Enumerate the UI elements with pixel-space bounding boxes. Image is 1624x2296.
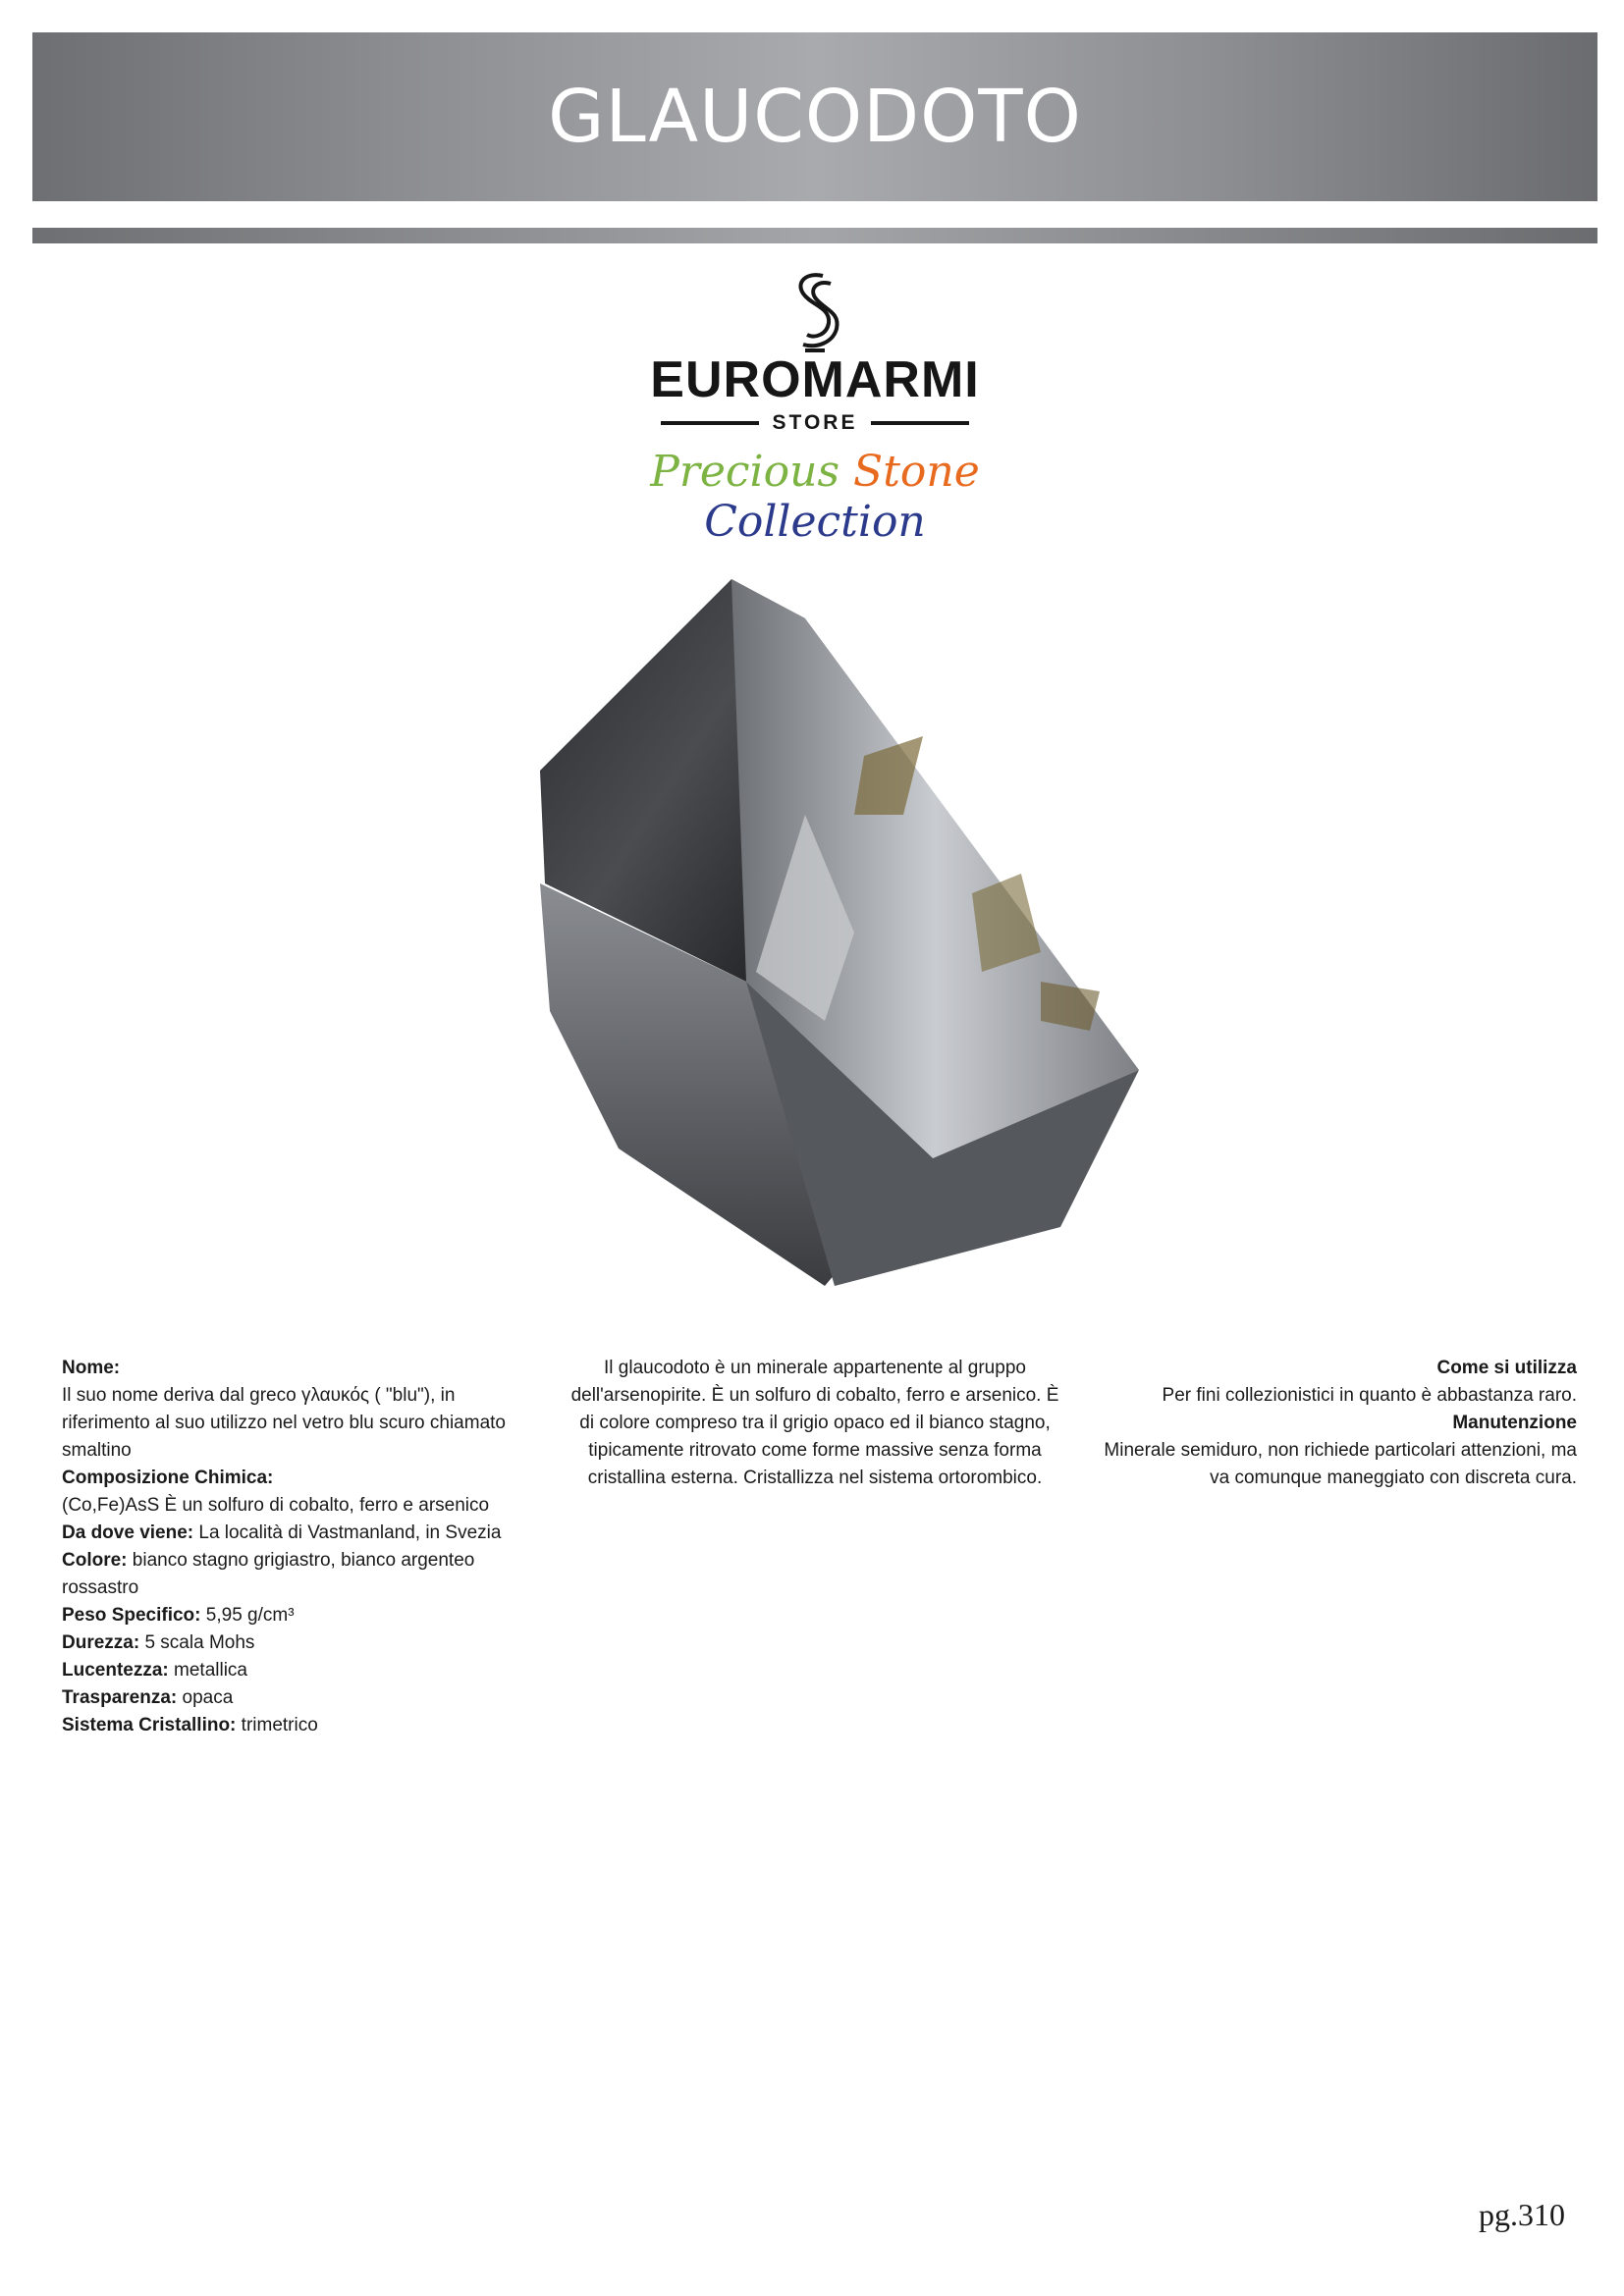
colore-label: Colore: bbox=[62, 1550, 128, 1571]
divider-line bbox=[871, 421, 969, 425]
manutenzione-label: Manutenzione bbox=[1452, 1413, 1577, 1433]
durezza-label: Durezza: bbox=[62, 1632, 140, 1653]
mineral-photo bbox=[511, 560, 1178, 1306]
lucentezza-text: metallica bbox=[168, 1660, 247, 1681]
page-title: GLAUCODOTO bbox=[548, 75, 1082, 159]
trasparenza-label: Trasparenza: bbox=[62, 1687, 178, 1708]
peso-text: 5,95 g/cm³ bbox=[200, 1605, 295, 1626]
brand-name: EUROMARMI bbox=[650, 351, 980, 408]
properties-column bbox=[62, 1355, 533, 1739]
trasparenza-text: opaca bbox=[177, 1687, 234, 1708]
tagline-word-stone: Stone bbox=[853, 447, 980, 497]
brand-subtitle bbox=[619, 411, 1011, 435]
divider-bar bbox=[32, 228, 1597, 243]
collection-tagline bbox=[550, 447, 1080, 547]
brand-store-label: STORE bbox=[772, 411, 858, 434]
nome-text: Il suo nome deriva dal greco γλαυκός ( "blu"), in riferimento al suo utilizzo nel vetro blu scuro chiamato smaltino bbox=[62, 1385, 506, 1461]
divider-line bbox=[661, 421, 759, 425]
durezza-text: 5 scala Mohs bbox=[139, 1632, 255, 1653]
lucentezza-label: Lucentezza: bbox=[62, 1660, 169, 1681]
nome-label: Nome: bbox=[62, 1358, 121, 1378]
usage-column bbox=[1090, 1355, 1577, 1492]
title-band bbox=[32, 32, 1597, 201]
provenienza-label: Da dove viene: bbox=[62, 1522, 194, 1543]
tagline-word-collection: Collection bbox=[704, 497, 926, 547]
description-column bbox=[569, 1355, 1060, 1492]
brand-mark-icon bbox=[785, 270, 844, 352]
tagline-word-precious: Precious bbox=[650, 447, 840, 497]
provenienza-text: La località di Vastmanland, in Svezia bbox=[193, 1522, 502, 1543]
uso-text: Per fini collezionistici in quanto è abbastanza raro. bbox=[1162, 1385, 1577, 1406]
description-text: Il glaucodoto è un minerale appartenente al gruppo dell'arsenopirite. È un solfuro di cobalto, ferro e arsenico. È di colore compreso tra il grigio opaco ed il bianco stagno, tipicamente ritrovato come forme massive senza forma cristallina esterna. Cristallizza nel sistema ortorombico. bbox=[570, 1358, 1059, 1488]
brand-logo bbox=[619, 270, 1011, 435]
composizione-label: Composizione Chimica: bbox=[62, 1468, 274, 1488]
sistema-text: trimetrico bbox=[236, 1715, 318, 1735]
uso-label: Come si utilizza bbox=[1436, 1358, 1577, 1378]
page-number: pg.310 bbox=[1479, 2197, 1565, 2232]
colore-text: bianco stagno grigiastro, bianco argenteo rossastro bbox=[62, 1550, 475, 1598]
manutenzione-text: Minerale semiduro, non richiede particolari attenzioni, ma va comunque maneggiato con discreta cura. bbox=[1104, 1440, 1577, 1488]
composizione-text: (Co,Fe)AsS È un solfuro di cobalto, ferro e arsenico bbox=[62, 1495, 490, 1516]
sistema-label: Sistema Cristallino: bbox=[62, 1715, 237, 1735]
peso-label: Peso Specifico: bbox=[62, 1605, 201, 1626]
